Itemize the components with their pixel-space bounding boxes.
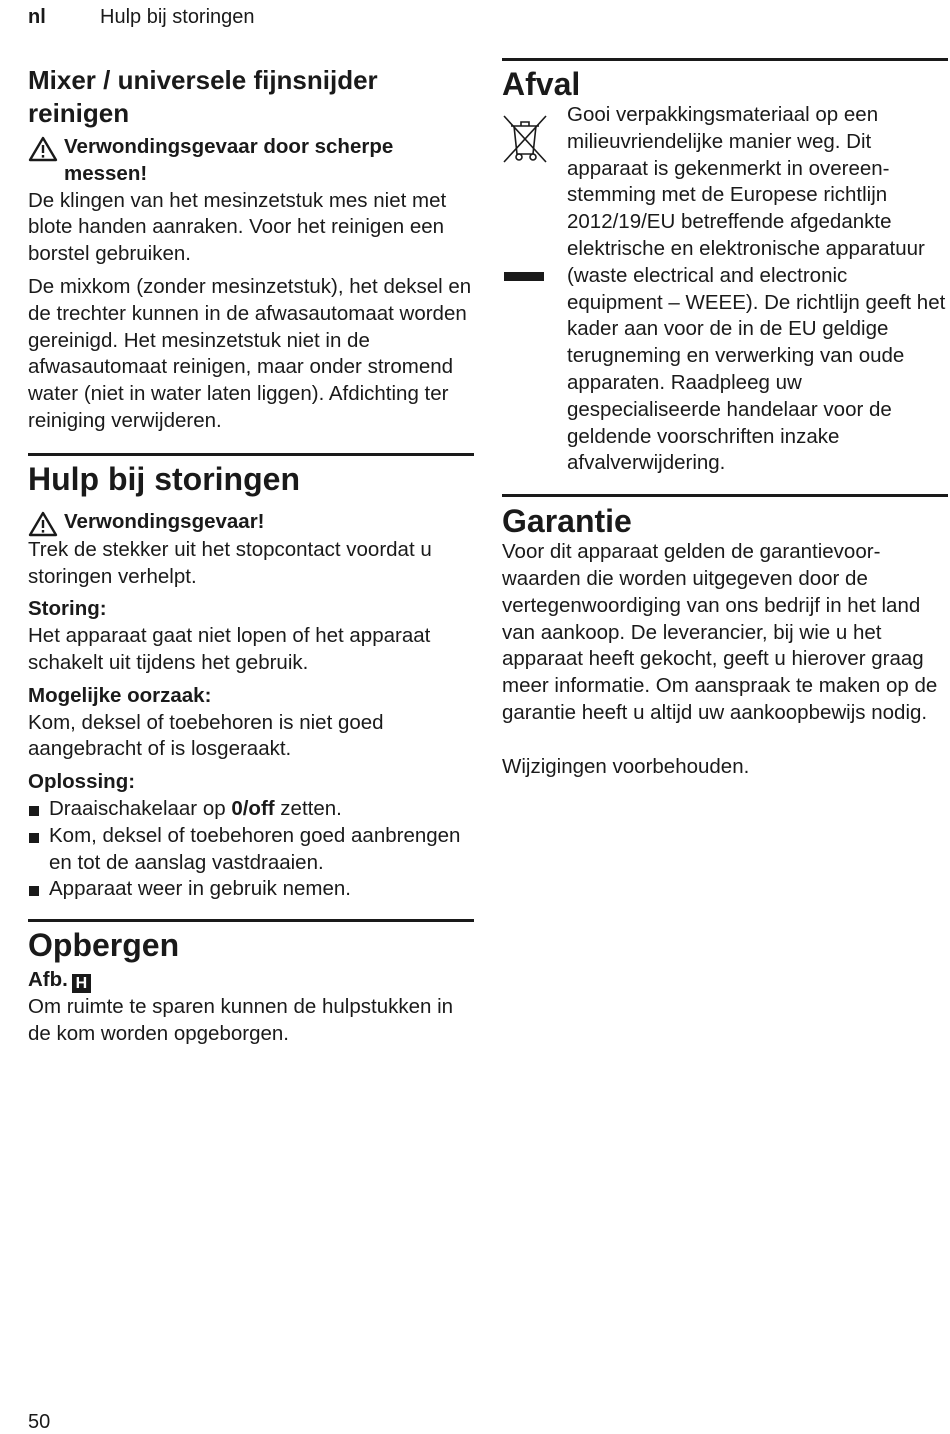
section-divider <box>502 494 948 497</box>
section-mixer <box>28 64 474 435</box>
solution-list <box>28 796 474 903</box>
warning-text: Verwondingsgevaar door scherpe messen! <box>64 135 394 185</box>
bullet-square-icon <box>29 806 39 816</box>
paragraph: Trek de stekker uit het stopcontact voordat u storingen verhelpt. <box>28 537 432 588</box>
section-divider <box>28 453 474 456</box>
left-column <box>28 0 474 1048</box>
section-divider <box>28 919 474 922</box>
section-heading-opbergen: Opbergen <box>28 927 180 964</box>
section-heading-mixer: Mixer / universele fijnsnijder reinigen <box>28 65 378 128</box>
label-oplossing: Oplossing: <box>28 770 136 794</box>
section-heading-afval: Afval <box>502 66 581 102</box>
section-heading-hulp: Hulp bij storingen <box>28 460 300 497</box>
figure-reference: Afb. H <box>28 967 474 994</box>
bullet-square-icon <box>29 833 39 843</box>
switch-position: 0/off <box>231 796 275 820</box>
section-heading-garantie: Garantie <box>502 503 632 540</box>
right-column <box>502 0 948 781</box>
list-item: Draaischakelaar op 0/off zetten. <box>28 796 474 823</box>
warning-triangle-icon <box>28 136 58 162</box>
running-title: Hulp bij storingen <box>100 6 255 28</box>
weee-bar-mark <box>504 272 544 281</box>
label-oorzaak: Mogelijke oorzaak: <box>28 683 212 707</box>
section-opbergen <box>28 927 474 1047</box>
list-item: Apparaat weer in gebruik nemen. <box>28 876 474 903</box>
page-number: 50 <box>28 1411 51 1433</box>
paragraph: Het apparaat gaat niet lopen of het apparaat schakelt uit tijdens het gebruik. <box>28 624 431 674</box>
warning-hulp <box>28 509 474 537</box>
section-garantie <box>502 503 948 780</box>
label-storing: Storing: <box>28 597 107 621</box>
figure-letter-badge: H <box>72 974 91 993</box>
paragraph: Kom, deksel of toebehoren is niet goed aangebracht of is losgeraakt. <box>28 710 384 761</box>
warning-text: Verwondingsgevaar! <box>64 509 265 533</box>
bullet-square-icon <box>29 886 39 896</box>
warning-mixer <box>28 134 474 188</box>
paragraph-note: Wijzigingen voorbehouden. <box>502 754 750 778</box>
paragraph: Gooi verpakkingsmateriaal op een milieuvriendelijke manier weg. Dit apparaat is gekenmerkt in overeenstemming met de Europese richtlijn 2012/19/EU betreffende afgedankte elektrische en elektronische apparatuur (waste electrical and electronic equipment – WEEE). De richtlijn geeft het kader aan voor de in de EU geldige terugneming en verwerking van oude apparaten. Raadpleeg uw gespecialiseerde handelaar voor de geldende voorschriften inzake afvalverwijdering. <box>567 103 946 475</box>
paragraph: De klingen van het mesinzetstuk mes niet met blote handen aanraken. Voor het reinigen een borstel gebruiken. <box>28 188 447 266</box>
afval-body <box>502 102 948 477</box>
paragraph: Om ruimte te sparen kunnen de hulpstukken in de kom worden opgeborgen. <box>28 994 454 1045</box>
section-afval <box>502 66 948 477</box>
warning-triangle-icon <box>28 511 58 537</box>
section-hulp <box>28 461 474 903</box>
paragraph: Voor dit apparaat gelden de garantievoorwaarden die worden uitgegeven door de vertegenwoordiging van ons bedrijf in het land van aankoop. De leverancier, bij wie u het apparaat heeft gekocht, geeft u hierover graag meer informatie. Om aanspraak te maken op de garantie heeft u altijd uw aankoopbewijs nodig. <box>502 540 938 724</box>
section-divider <box>502 58 948 61</box>
crossed-out-wheelie-bin-icon <box>502 114 548 164</box>
paragraph: De mixkom (zonder mesinzetstuk), het deksel en de trechter kunnen in de afwasautomaat worden gereinigd. Het mesinzetstuk niet in de afwasautomaat reinigen, maar onder stromend water (niet in water laten liggen). Afdichting ter reiniging verwijderen. <box>28 274 472 432</box>
language-code: nl <box>28 6 46 28</box>
list-item: Kom, deksel of toebehoren goed aanbrengen en tot de aanslag vastdraaien. <box>28 823 474 877</box>
